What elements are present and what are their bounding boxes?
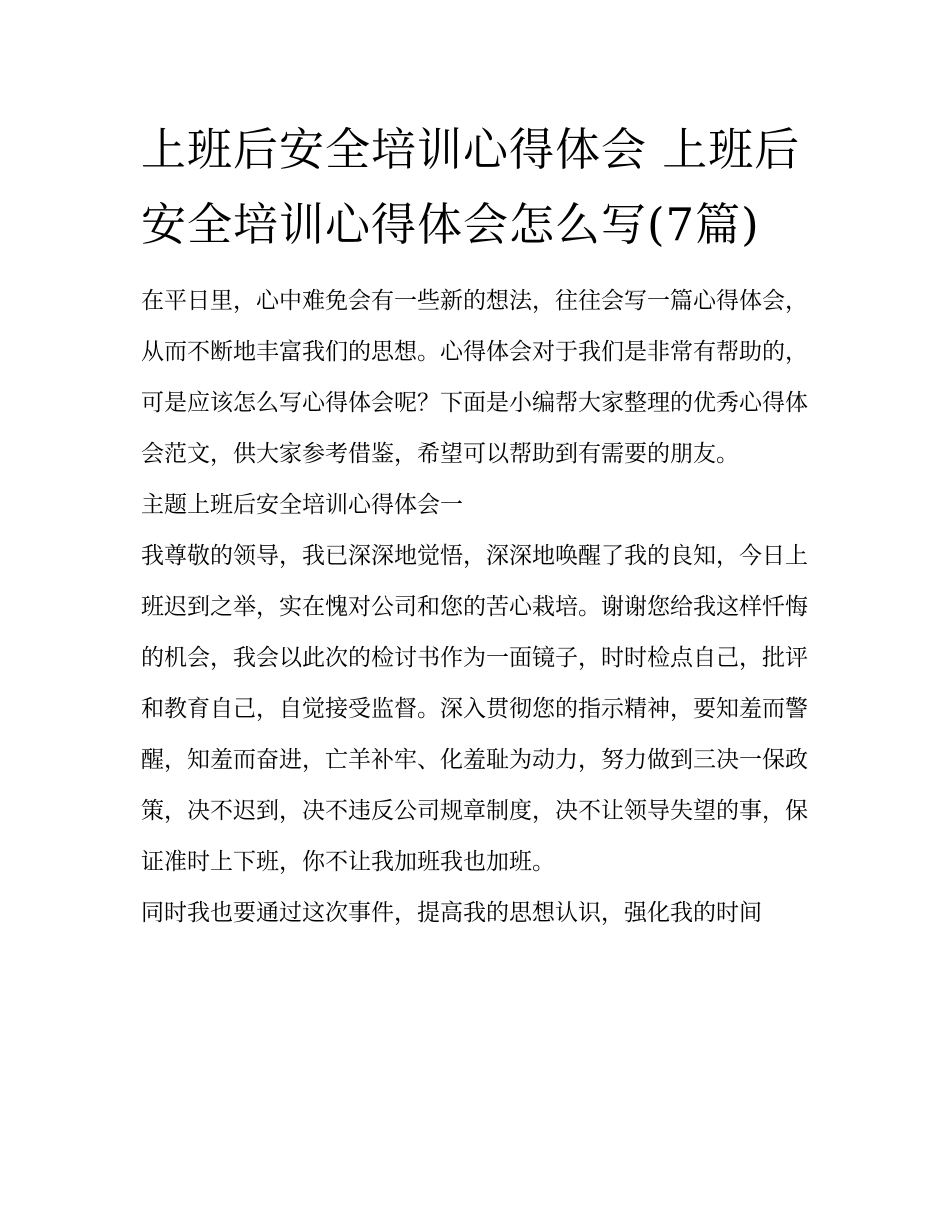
body-paragraph-2: 同时我也要通过这次事件，提高我的思想认识，强化我的时间 <box>141 900 762 926</box>
document-title: 上班后安全培训心得体会 上班后安全培训心得体会怎么写(7篇) <box>141 123 801 251</box>
title-spacer <box>141 262 813 276</box>
document-body <box>141 112 813 939</box>
body-paragraph-1: 我尊敬的领导，我已深深地觉悟，深深地唤醒了我的良知，今日上班迟到之举，实在愧对公司和您的苦心栽培。谢谢您给我这样忏悔的机会，我会以此次的检讨书作为一面镜子，时时检点自己，批评和教育自己，自觉接受监督。深入贯彻您的指示精神，要知羞而警醒，知羞而奋进，亡羊补牢、化羞耻为动力，努力做到三决一保政策，决不迟到，决不违反公司规章制度，决不让领导失望的事，保证准时上下班，你不让我加班我也加班。 <box>141 543 808 875</box>
section-heading: 主题上班后安全培训心得体会一 <box>141 492 463 518</box>
intro-paragraph: 在平日里，心中难免会有一些新的想法，往往会写一篇心得体会，从而不断地丰富我们的思想。心得体会对于我们是非常有帮助的，可是应该怎么写心得体会呢？下面是小编帮大家整理的优秀心得体会范文，供大家参考借鉴，希望可以帮助到有需要的朋友。 <box>141 288 808 467</box>
